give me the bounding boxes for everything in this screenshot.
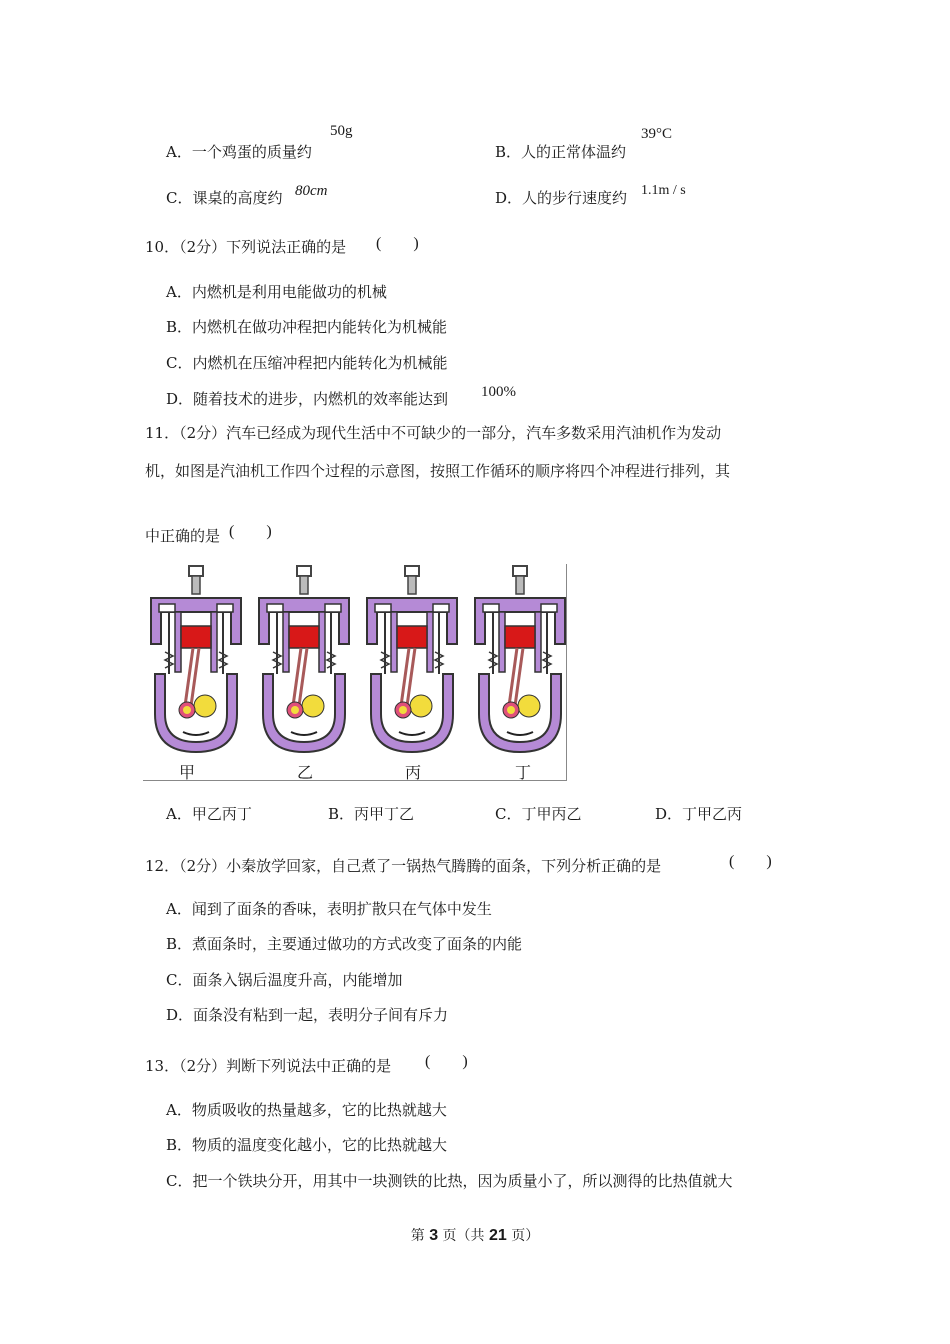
- footer-suffix: 页）: [511, 1228, 540, 1244]
- q13-option-b: B．物质的温度变化越小，它的比热就越大: [166, 1136, 448, 1154]
- q13-answer-paren: ( ): [425, 1053, 468, 1070]
- q12-answer-paren: ( ): [729, 853, 772, 870]
- engine-label-ding: 丁: [514, 763, 531, 782]
- q12-option-a: A．闻到了面条的香味，表明扩散只在气体中发生: [166, 900, 492, 918]
- q12-option-d: D．面条没有粘到一起，表明分子间有斥力: [166, 1006, 449, 1024]
- q9-option-b-value: 39°C: [641, 126, 673, 142]
- engine-ding-diagram: [469, 564, 569, 754]
- engine-label-jia: 甲: [178, 763, 195, 782]
- q10-option-a: A．内燃机是利用电能做功的机械: [166, 283, 387, 301]
- engine-label-yi: 乙: [296, 763, 313, 782]
- footer-middle: 页（共: [442, 1228, 485, 1244]
- q10-option-b: B．内燃机在做功冲程把内能转化为机械能: [166, 318, 448, 336]
- q9-option-d: [495, 187, 627, 208]
- q10-option-d-value: 100%: [481, 384, 516, 400]
- q11-option-d: D．丁甲乙丙: [655, 805, 743, 823]
- engine-stroke-figure: [143, 564, 567, 781]
- q9-option-c-value: 80cm: [295, 183, 328, 199]
- q13-option-a: A．物质吸收的热量越多，它的比热就越大: [166, 1101, 447, 1119]
- footer-prefix: 第: [410, 1228, 425, 1244]
- q11-option-c: C．丁甲丙乙: [495, 805, 582, 823]
- q13-stem: 13．（2分）判断下列说法中正确的是: [145, 1057, 392, 1075]
- q11-stem-line1: 11．（2分）汽车已经成为现代生活中不可缺少的一部分，汽车多数采用汽油机作为发动: [145, 424, 722, 442]
- q9-option-b: [495, 141, 626, 162]
- engine-bing-diagram: [361, 564, 461, 754]
- q9-option-c: [166, 187, 282, 208]
- q9-option-c-label: C．课桌的高度约: [166, 189, 283, 207]
- q9-option-d-value: 1.1m / s: [641, 183, 686, 198]
- q13-option-c: C．把一个铁块分开，用其中一块测铁的比热，因为质量小了，所以测得的比热值就大: [166, 1172, 733, 1190]
- q9-option-a-value: 50g: [330, 123, 353, 139]
- q11-stem-line2: 机，如图是汽油机工作四个过程的示意图，按照工作循环的顺序将四个冲程进行排列，其: [145, 462, 731, 480]
- q9-option-d-label: D．人的步行速度约: [495, 189, 628, 207]
- q12-stem: 12．（2分）小秦放学回家，自己煮了一锅热气腾腾的面条，下列分析正确的是: [145, 857, 662, 875]
- engine-jia-diagram: [145, 564, 245, 754]
- engine-yi-diagram: [253, 564, 353, 754]
- q9-option-a: [166, 141, 312, 162]
- q11-option-a: A．甲乙丙丁: [166, 805, 252, 823]
- q9-option-a-label: A．一个鸡蛋的质量约: [166, 143, 312, 161]
- footer-total-pages: 21: [489, 1227, 507, 1244]
- q11-option-b: B．丙甲丁乙: [328, 805, 415, 823]
- q10-option-d: D．随着技术的进步，内燃机的效率能达到: [166, 390, 449, 408]
- q12-option-b: B．煮面条时，主要通过做功的方式改变了面条的内能: [166, 935, 523, 953]
- q10-stem-text: 10．（2分）下列说法正确的是: [145, 238, 347, 256]
- q11-stem-line3: 中正确的是: [145, 527, 221, 545]
- q9-option-b-label: B．人的正常体温约: [495, 143, 627, 161]
- q12-option-c: C．面条入锅后温度升高，内能增加: [166, 971, 403, 989]
- q11-answer-paren: ( ): [229, 523, 272, 540]
- footer-page-number: 3: [429, 1227, 439, 1244]
- page-footer: [0, 1225, 950, 1245]
- q10-stem: [145, 236, 346, 257]
- q10-option-c: C．内燃机在压缩冲程把内能转化为机械能: [166, 354, 448, 372]
- q10-answer-paren: ( ): [376, 235, 419, 252]
- engine-label-bing: 丙: [404, 763, 421, 782]
